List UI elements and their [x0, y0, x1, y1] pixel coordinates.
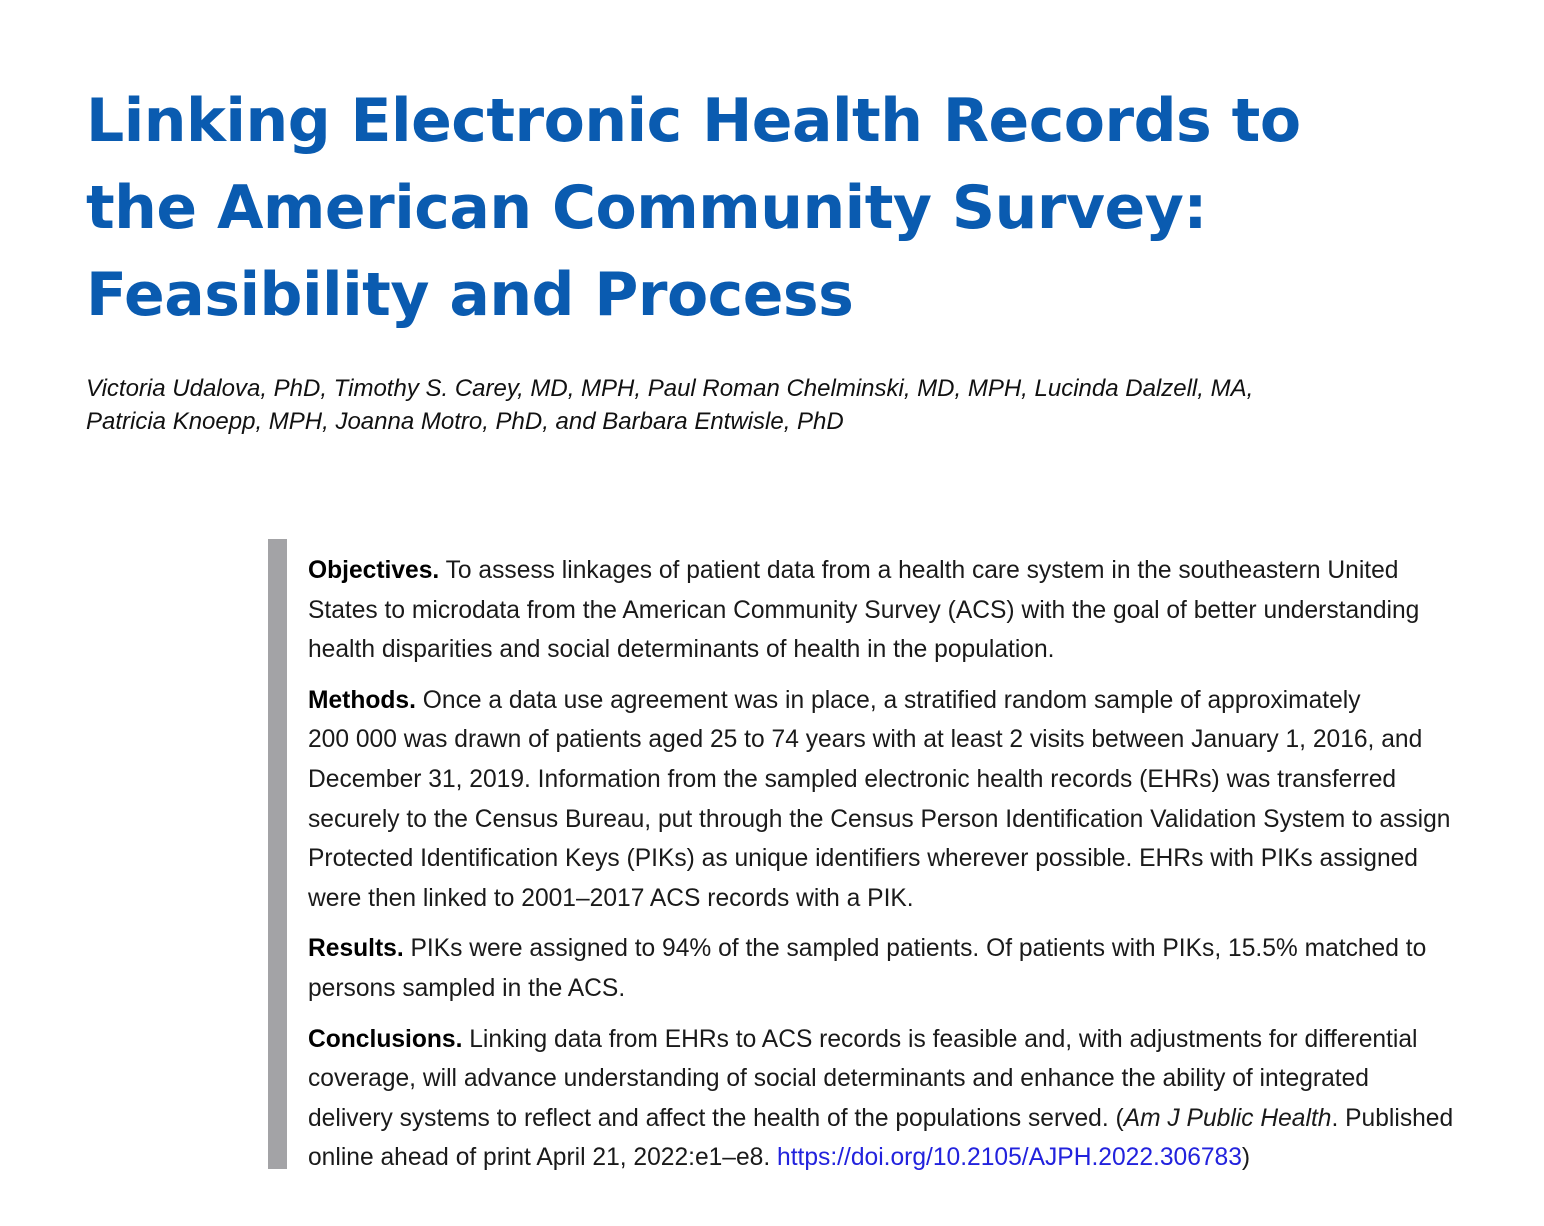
conclusions-line-1 — [308, 1020, 1503, 1060]
objectives-line-2: States to microdata from the American Community Survey (ACS) with the goal of better understanding — [308, 596, 1420, 624]
methods-text-1: Once a data use agreement was in place, a stratified random sample of approximately — [415, 686, 1361, 714]
objectives-text-1: To assess linkages of patient data from a health care system in the southeastern United — [439, 557, 1399, 584]
abstract — [308, 551, 1503, 1189]
methods-paragraph — [308, 681, 1503, 919]
results-text-1: PIKs were assigned to 94% of the sampled patients. Of patients with PIKs, 15.5% matched to — [403, 935, 1427, 963]
methods-line-1 — [308, 681, 1503, 721]
methods-heading: Methods. — [308, 686, 416, 714]
conclusions-line-2: coverage, will advance understanding of social determinants and enhance the ability of integrated — [308, 1065, 1369, 1093]
methods-line-3: December 31, 2019. Information from the sampled electronic health records (EHRs) was transferred — [308, 765, 1397, 793]
objectives-line-1 — [308, 551, 1503, 591]
methods-line-2: 200 000 was drawn of patients aged 25 to 74 years with at least 2 visits between January 1, 2016, and — [308, 726, 1423, 754]
conclusions-line-4 — [308, 1138, 1503, 1178]
article-title — [86, 78, 1486, 339]
methods-line-5: Protected Identification Keys (PIKs) as unique identifiers wherever possible. EHRs with PIKs assigned — [308, 845, 1418, 873]
results-line-1 — [308, 929, 1503, 969]
objectives-heading: Objectives. — [308, 557, 440, 584]
conclusions-text-3a: delivery systems to reflect and affect the health of the populations served. ( — [308, 1104, 1124, 1132]
title-line-3: Feasibility and Process — [86, 260, 854, 330]
objectives-line-3: health disparities and social determinants of health in the population. — [308, 636, 1055, 664]
conclusions-text-4b: ) — [1241, 1144, 1251, 1172]
conclusions-text-3b: . Published — [1331, 1104, 1454, 1132]
abstract-side-bar — [268, 539, 287, 1169]
doi-link[interactable]: https://doi.org/10.2105/AJPH.2022.306783 — [777, 1144, 1242, 1172]
title-line-1: Linking Electronic Health Records to — [86, 86, 1301, 156]
results-line-2: persons sampled in the ACS. — [308, 974, 626, 1002]
conclusions-text-4a: online ahead of print April 21, 2022:e1–e8. — [308, 1144, 778, 1172]
author-line-1: Victoria Udalova, PhD, Timothy S. Carey, MD, MPH, Paul Roman Chelminski, MD, MPH, Lucinda Dalzell, MA, — [86, 375, 1254, 402]
results-heading: Results. — [308, 935, 404, 963]
methods-line-4: securely to the Census Bureau, put through the Census Person Identification Validation System to assign — [308, 805, 1451, 833]
conclusions-paragraph — [308, 1020, 1503, 1178]
journal-name: Am J Public Health — [1123, 1104, 1332, 1132]
conclusions-heading: Conclusions. — [308, 1025, 463, 1053]
conclusions-line-3 — [308, 1099, 1503, 1139]
author-list — [86, 372, 1466, 438]
objectives-paragraph — [308, 551, 1503, 670]
methods-line-6: were then linked to 2001–2017 ACS records with a PIK. — [308, 884, 914, 912]
results-paragraph — [308, 929, 1503, 1008]
conclusions-text-1: Linking data from EHRs to ACS records is feasible and, with adjustments for differential — [462, 1025, 1418, 1053]
author-line-2: Patricia Knoepp, MPH, Joanna Motro, PhD, and Barbara Entwisle, PhD — [86, 408, 844, 435]
title-line-2: the American Community Survey: — [86, 173, 1207, 243]
